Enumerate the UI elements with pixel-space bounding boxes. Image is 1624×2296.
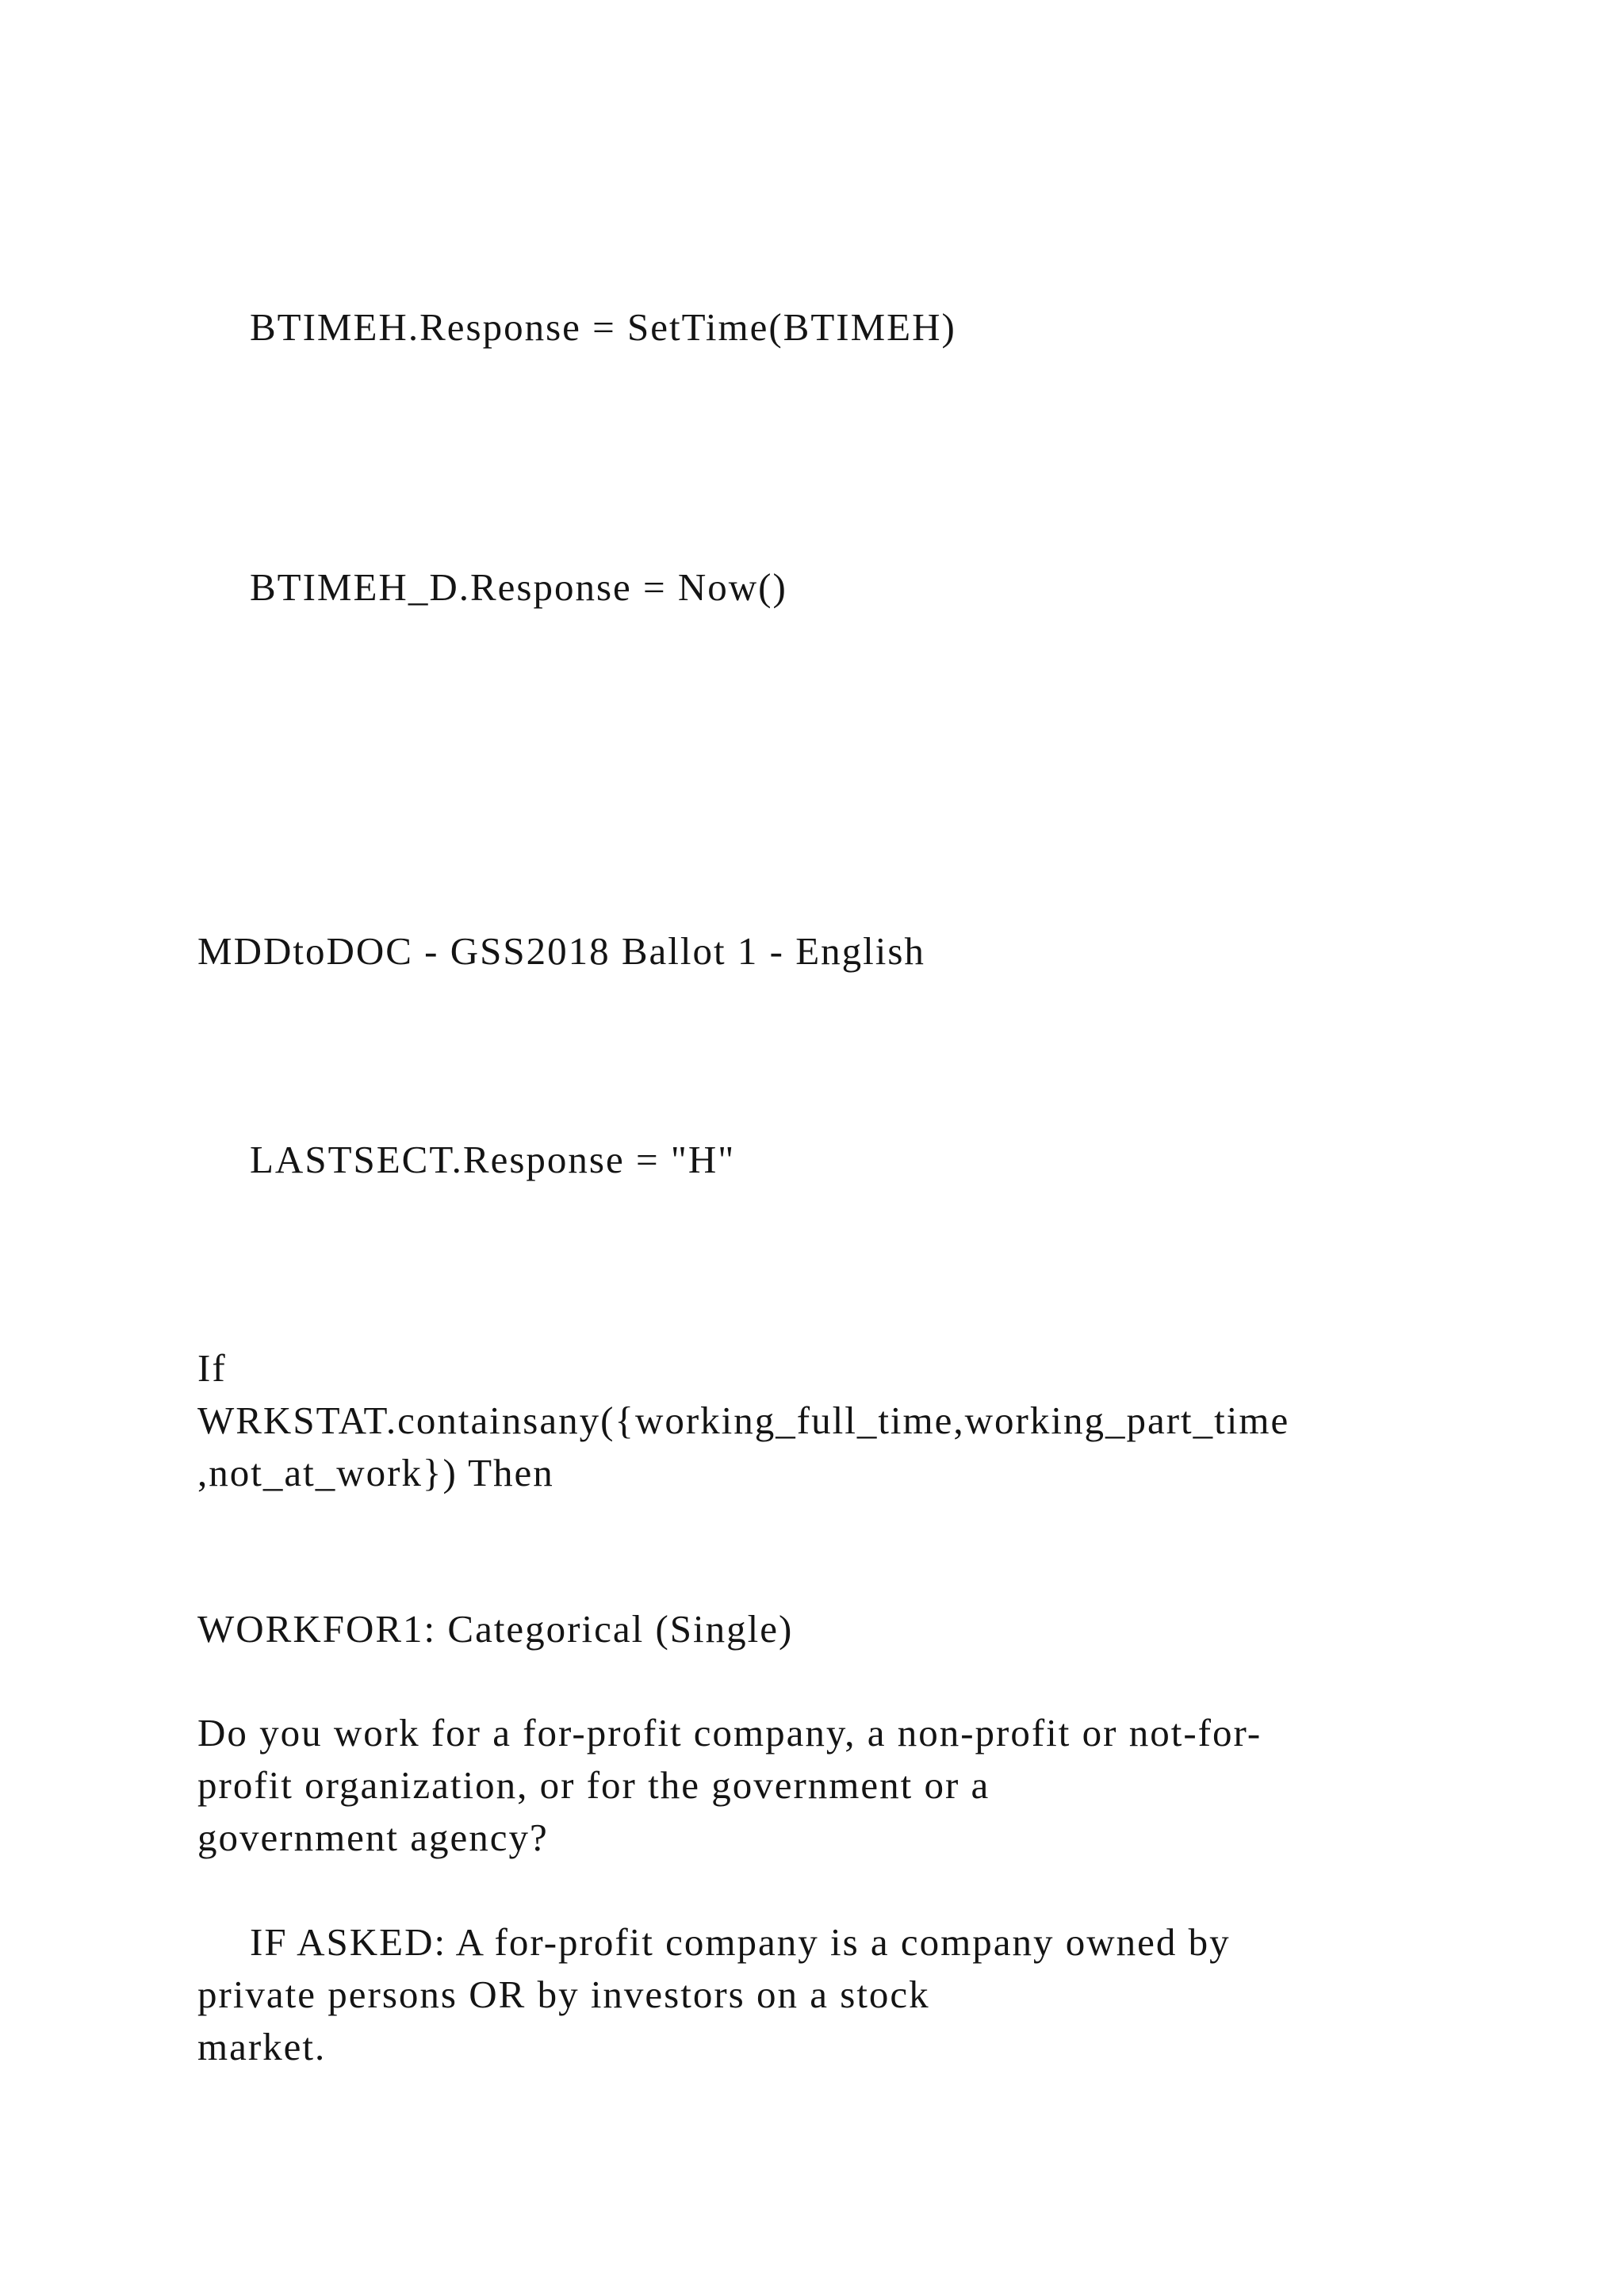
code-line-if: If	[197, 1346, 227, 1390]
code-line-condition: WRKSTAT.containsany({working_full_time,working_part_time	[197, 1399, 1290, 1442]
code-line-condition-end: ,not_at_work}) Then	[197, 1451, 554, 1494]
question-text-line: government agency?	[197, 1816, 549, 1859]
page-header: MDDtoDOC - GSS2018 Ballot 1 - English	[197, 929, 925, 973]
question-text-line: Do you work for a for-profit company, a non-profit or not-for-	[197, 1711, 1262, 1755]
interviewer-note-line: market.	[197, 2025, 327, 2068]
code-line-now: BTIMEH_D.Response = Now()	[250, 565, 787, 609]
code-line-set-time: BTIMEH.Response = SetTime(BTIMEH)	[250, 305, 956, 349]
question-text-line: profit organization, or for the government or a	[197, 1763, 990, 1807]
question-heading: WORKFOR1: Categorical (Single)	[197, 1607, 794, 1651]
interviewer-note-line: IF ASKED: A for-profit company is a company owned by	[250, 1920, 1231, 1964]
interviewer-note-line: private persons OR by investors on a stock	[197, 1973, 930, 2016]
code-line-lastsect: LASTSECT.Response = "H"	[250, 1138, 736, 1181]
